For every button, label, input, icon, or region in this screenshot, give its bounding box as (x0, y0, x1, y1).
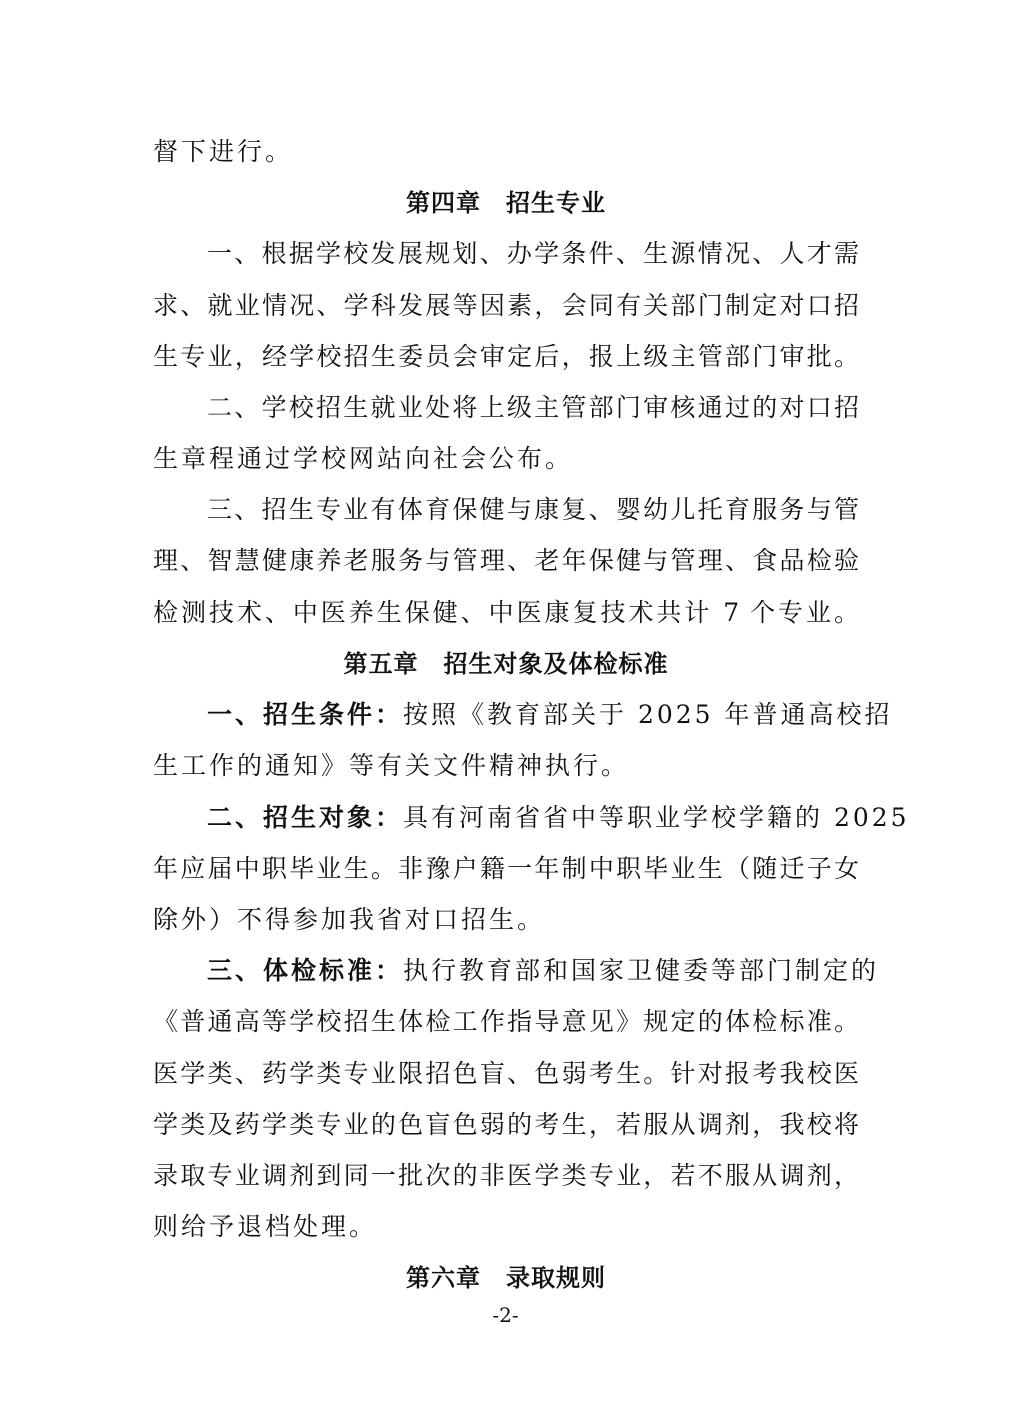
item-text: 按照《教育部关于 2025 年普通高校招 (403, 700, 893, 729)
paragraph-line: 医学类、药学类专业限招色盲、色弱考生。针对报考我校医 (153, 1059, 859, 1088)
paragraph-line: 生工作的通知》等有关文件精神执行。 (153, 751, 630, 780)
item-text: 具有河南省省中等职业学校学籍的 2025 (403, 803, 910, 832)
item-label: 三、体检标准： (207, 956, 404, 985)
page-number: -2- (492, 1303, 519, 1327)
paragraph-line: 除外）不得参加我省对口招生。 (153, 905, 546, 934)
paragraph-line (153, 956, 880, 986)
paragraph-line (153, 803, 910, 833)
chapter-heading: 第五章 招生对象及体检标准 (343, 650, 669, 678)
paragraph-line: 二、学校招生就业处将上级主管部门审核通过的对口招 (207, 393, 859, 422)
paragraph-line: 一、根据学校发展规划、办学条件、生源情况、人才需 (207, 239, 859, 268)
chapter-heading: 第六章 录取规则 (406, 1264, 606, 1292)
paragraph-line: 三、招生专业有体育保健与康复、婴幼儿托育服务与管 (207, 495, 859, 524)
paragraph-line (153, 700, 893, 730)
paragraph-line: 求、就业情况、学科发展等因素，会同有关部门制定对口招 (153, 291, 859, 320)
item-text: 执行教育部和国家卫健委等部门制定的 (403, 956, 880, 985)
paragraph-line: 检测技术、中医养生保健、中医康复技术共计 7 个专业。 (153, 598, 859, 627)
paragraph-line: 则给予退档处理。 (153, 1212, 378, 1241)
paragraph-line: 《普通高等学校招生体检工作指导意见》规定的体检标准。 (153, 1007, 859, 1036)
paragraph-line: 学类及药学类专业的色盲色弱的考生，若服从调剂，我校将 (153, 1110, 859, 1139)
paragraph-line: 录取专业调剂到同一批次的非医学类专业，若不服从调剂， (153, 1161, 859, 1190)
paragraph-line: 生专业，经学校招生委员会审定后，报上级主管部门审批。 (153, 342, 859, 371)
item-label: 二、招生对象： (207, 803, 404, 832)
paragraph-line: 理、智慧健康养老服务与管理、老年保健与管理、食品检验 (153, 546, 859, 575)
chapter-heading: 第四章 招生专业 (406, 189, 606, 217)
item-label: 一、招生条件： (207, 700, 404, 729)
paragraph-line: 生章程通过学校网站向社会公布。 (153, 444, 574, 473)
paragraph-line: 督下进行。 (153, 137, 294, 166)
paragraph-line: 年应届中职毕业生。非豫户籍一年制中职毕业生（随迁子女 (153, 854, 859, 883)
